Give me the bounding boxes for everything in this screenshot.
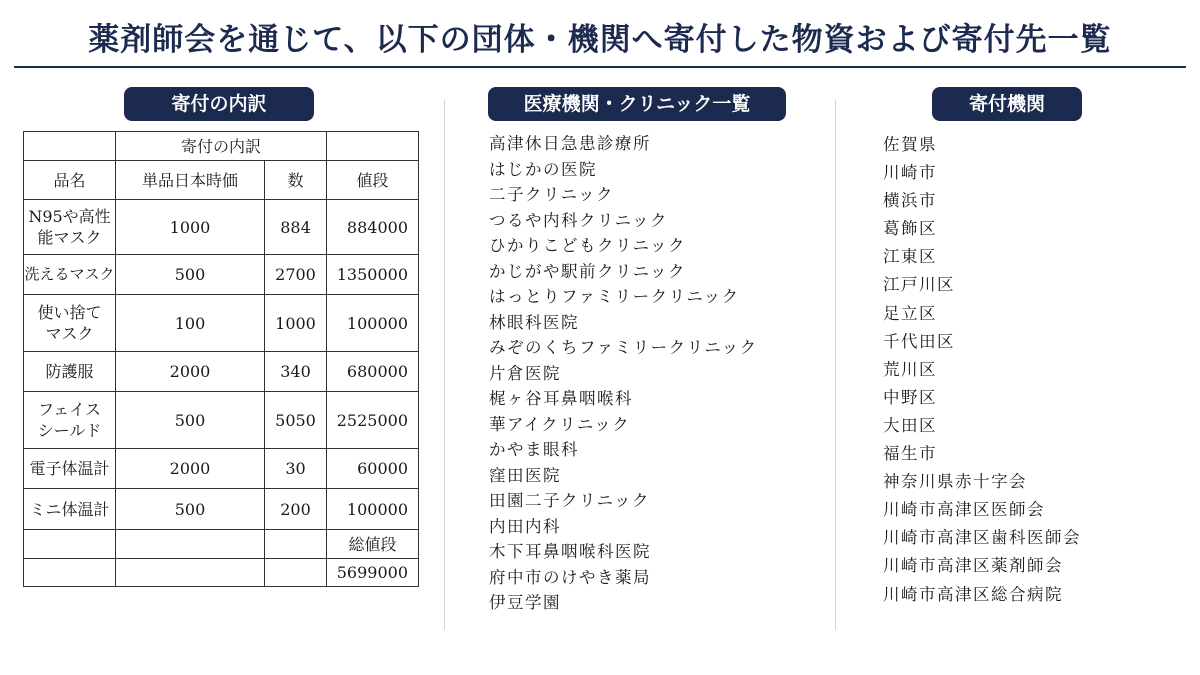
- unit-price: 2000: [116, 352, 265, 392]
- column-divider-right: [835, 100, 836, 630]
- quantity: 200: [265, 489, 327, 530]
- list-item: 大田区: [883, 415, 937, 435]
- list-item: みぞのくちファミリークリニック: [489, 338, 758, 357]
- grand-total-value-row: [24, 559, 419, 587]
- list-item: 千代田区: [883, 331, 955, 351]
- table-row: [24, 489, 419, 530]
- table-row: [24, 392, 419, 449]
- table-cell: [265, 559, 327, 587]
- quantity: 5050: [265, 392, 327, 449]
- list-item: 荒川区: [883, 359, 937, 379]
- list-item: 川崎市高津区医師会: [883, 500, 1045, 520]
- item-name: 防護服: [24, 352, 116, 392]
- list-item: 横浜市: [883, 191, 937, 211]
- page-title: 薬剤師会を通じて、以下の団体・機関へ寄付した物資および寄付先一覧: [88, 22, 1112, 58]
- list-item: 川崎市: [883, 163, 937, 183]
- item-name: ミニ体温計: [24, 489, 116, 530]
- list-item: 福生市: [883, 444, 937, 464]
- line-total: 100000: [327, 295, 419, 352]
- title-divider: [14, 66, 1186, 68]
- orgs-section-label: 寄付機関: [932, 87, 1082, 121]
- line-total: 884000: [327, 200, 419, 255]
- list-item: 川崎市高津区総合病院: [883, 584, 1063, 604]
- list-item: 神奈川県赤十字会: [883, 472, 1027, 492]
- column-divider-left: [444, 100, 445, 630]
- list-item: 川崎市高津区薬剤師会: [883, 556, 1063, 576]
- list-item: 片倉医院: [489, 363, 561, 383]
- list-item: かじがや駅前クリニック: [489, 261, 687, 281]
- list-item: 江戸川区: [883, 275, 955, 295]
- table-row: [24, 200, 419, 255]
- line-total: 2525000: [327, 392, 419, 449]
- table-header-row: [24, 161, 419, 200]
- unit-price: 500: [116, 489, 265, 530]
- list-item: 田園二子クリニック: [489, 491, 651, 510]
- list-item: 川崎市高津区歯科医師会: [883, 528, 1081, 548]
- quantity: 2700: [265, 255, 327, 295]
- quantity: 1000: [265, 295, 327, 352]
- clinic-list: [489, 131, 758, 616]
- table-cell: [327, 132, 419, 161]
- list-item: 木下耳鼻咽喉科医院: [489, 542, 651, 561]
- list-item: ひかりこどもクリニック: [489, 236, 687, 255]
- table-row: [24, 352, 419, 392]
- list-item: 高津休日急患診療所: [489, 134, 651, 153]
- list-item: 江東区: [883, 247, 937, 267]
- list-item: 梶ヶ谷耳鼻咽喉科: [489, 389, 633, 408]
- list-item: 府中市のけやき薬局: [489, 567, 651, 587]
- table-caption: 寄付の内訳: [116, 132, 327, 161]
- list-item: はっとりファミリークリニック: [489, 287, 740, 306]
- grand-total-label: 総値段: [327, 530, 419, 559]
- list-item: 葛飾区: [883, 219, 937, 239]
- list-item: 中野区: [883, 387, 937, 407]
- list-item: 窪田医院: [489, 465, 561, 485]
- list-item: かやま眼科: [489, 440, 579, 459]
- table-cell: [24, 530, 116, 559]
- column-header: 単品日本時価: [116, 161, 265, 200]
- grand-total-value: 5699000: [327, 559, 419, 587]
- grand-total-label-row: [24, 530, 419, 559]
- table-row: [24, 449, 419, 489]
- line-total: 680000: [327, 352, 419, 392]
- list-item: はじかの医院: [489, 159, 597, 179]
- unit-price: 1000: [116, 200, 265, 255]
- table-cell: [24, 132, 116, 161]
- table-row: [24, 295, 419, 352]
- item-name: 電子体温計: [24, 449, 116, 489]
- list-item: 二子クリニック: [489, 185, 615, 204]
- item-name: フェイスシールド: [24, 392, 116, 449]
- organization-list: [883, 131, 1081, 609]
- quantity: 30: [265, 449, 327, 489]
- column-header: 数: [265, 161, 327, 200]
- list-item: 佐賀県: [883, 135, 937, 154]
- column-header: 品名: [24, 161, 116, 200]
- list-item: 林眼科医院: [489, 312, 579, 332]
- table-cell: [265, 530, 327, 559]
- clinics-section-label: 医療機関・クリニック一覧: [488, 87, 786, 121]
- unit-price: 500: [116, 255, 265, 295]
- unit-price: 2000: [116, 449, 265, 489]
- item-name: 洗えるマスク: [24, 255, 116, 295]
- item-name: 使い捨てマスク: [24, 295, 116, 352]
- line-total: 1350000: [327, 255, 419, 295]
- unit-price: 500: [116, 392, 265, 449]
- quantity: 884: [265, 200, 327, 255]
- list-item: つるや内科クリニック: [489, 210, 669, 230]
- list-item: 足立区: [883, 303, 937, 323]
- quantity: 340: [265, 352, 327, 392]
- line-total: 100000: [327, 489, 419, 530]
- column-header: 値段: [327, 161, 419, 200]
- unit-price: 100: [116, 295, 265, 352]
- table-row: [24, 255, 419, 295]
- donation-breakdown-table: [23, 131, 419, 587]
- list-item: 華アイクリニック: [489, 414, 631, 434]
- table-cell: [116, 559, 265, 587]
- breakdown-section-label: 寄付の内訳: [124, 87, 314, 121]
- line-total: 60000: [327, 449, 419, 489]
- list-item: 伊豆学園: [489, 593, 561, 612]
- list-item: 内田内科: [489, 516, 561, 536]
- table-cell: [24, 559, 116, 587]
- item-name: N95や高性能マスク: [24, 200, 116, 255]
- table-cell: [116, 530, 265, 559]
- table-caption-row: [24, 132, 419, 161]
